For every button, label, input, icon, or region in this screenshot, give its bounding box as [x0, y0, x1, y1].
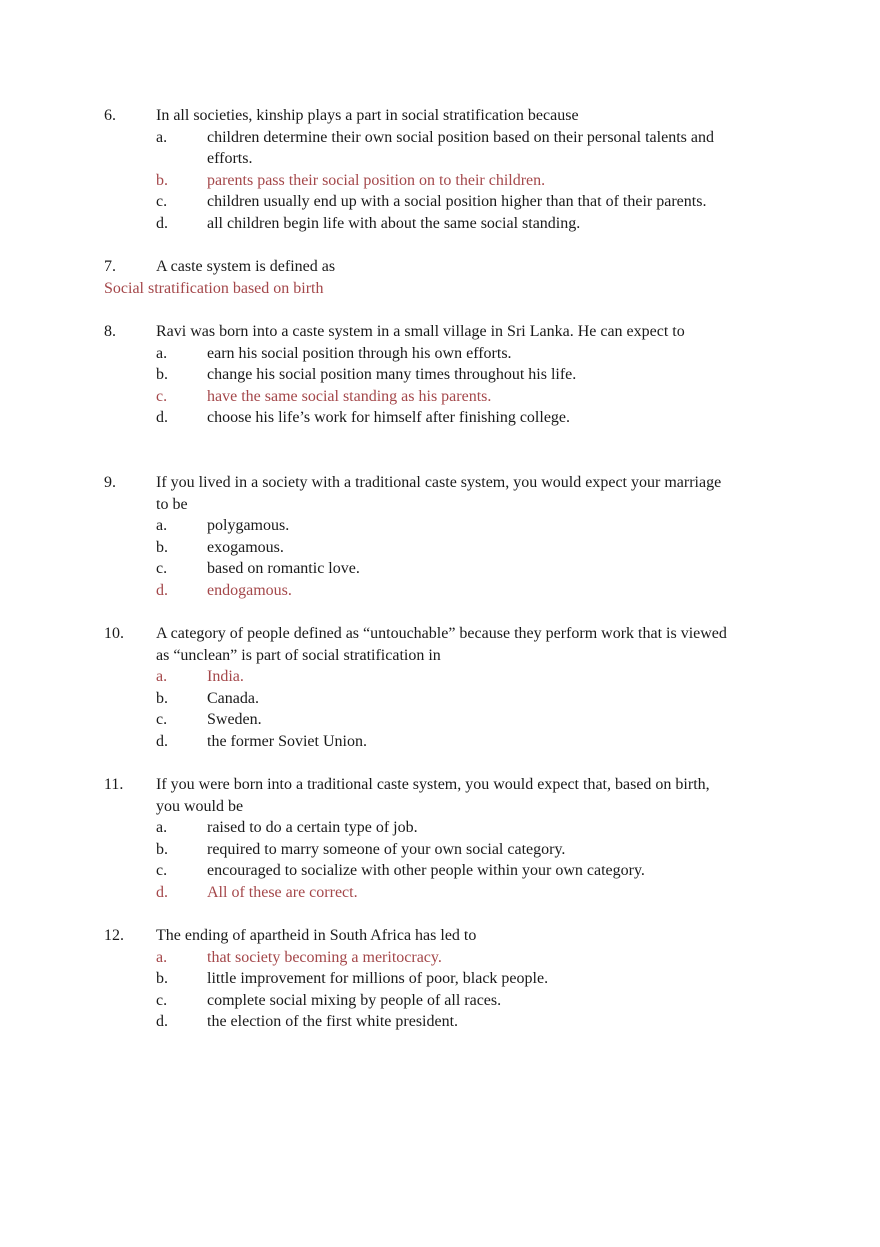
option-text: children usually end up with a social position higher than that of their parents.: [207, 193, 707, 211]
option-text: the former Soviet Union.: [207, 732, 367, 750]
option-letter: d.: [156, 581, 168, 599]
question-8: [0, 321, 880, 429]
option-letter: c.: [156, 193, 168, 211]
option-b: [0, 688, 880, 710]
option-letter: c.: [156, 991, 168, 1009]
question-7: [0, 256, 880, 299]
option-d: [0, 731, 880, 753]
option-text: India.: [207, 668, 244, 686]
option-letter: a.: [156, 344, 168, 362]
question-stem: If you were born into a traditional caste system, you would expect that, based on birth,: [156, 776, 710, 793]
option-b: [0, 537, 880, 559]
option-a-answer: [0, 947, 880, 969]
question-9: [0, 472, 880, 602]
question-stem: The ending of apartheid in South Africa has led to: [156, 927, 477, 944]
question-stem-continued: to be: [156, 495, 188, 513]
question-stem-continued: you would be: [156, 797, 244, 815]
option-c: [0, 709, 880, 731]
option-text-continued: efforts.: [207, 150, 253, 168]
question-number: 8.: [104, 323, 116, 340]
question-number: 10.: [104, 625, 124, 642]
question-number: 6.: [104, 107, 116, 124]
option-c: [0, 990, 880, 1012]
option-letter: b.: [156, 840, 168, 858]
question-stem: If you lived in a society with a traditional caste system, you would expect your marriage: [156, 474, 722, 491]
option-text: complete social mixing by people of all races.: [207, 991, 502, 1009]
question-11: [0, 774, 880, 904]
option-c: [0, 558, 880, 580]
option-d: [0, 1011, 880, 1033]
option-letter: a.: [156, 948, 168, 966]
option-a: [0, 343, 880, 365]
option-letter: b.: [156, 689, 168, 707]
option-text: exogamous.: [207, 538, 284, 556]
question-stem: A category of people defined as “untouchable” because they perform work that is viewed: [156, 625, 727, 642]
option-text: All of these are correct.: [207, 883, 358, 901]
option-d-answer: [0, 882, 880, 904]
option-text: polygamous.: [207, 517, 290, 535]
option-text: earn his social position through his own efforts.: [207, 344, 512, 362]
option-text: change his social position many times throughout his life.: [207, 366, 577, 384]
option-b: [0, 968, 880, 990]
option-c-answer: [0, 386, 880, 408]
option-letter: b.: [156, 366, 168, 384]
question-number: 9.: [104, 474, 116, 491]
option-letter: a.: [156, 668, 168, 686]
option-letter: d.: [156, 214, 168, 232]
option-text: all children begin life with about the same social standing.: [207, 214, 581, 232]
option-text: required to marry someone of your own social category.: [207, 840, 566, 858]
option-text: the election of the first white president.: [207, 1013, 459, 1031]
question-12: [0, 925, 880, 1033]
option-text: choose his life’s work for himself after finishing college.: [207, 409, 571, 427]
option-text: raised to do a certain type of job.: [207, 819, 418, 837]
question-6: [0, 105, 880, 235]
option-text: Canada.: [207, 689, 259, 707]
option-text: endogamous.: [207, 581, 292, 599]
option-text: parents pass their social position on to their children.: [207, 171, 546, 189]
option-a-answer: [0, 666, 880, 688]
option-letter: d.: [156, 883, 168, 901]
option-text: Sweden.: [207, 711, 262, 729]
option-letter: c.: [156, 560, 168, 578]
option-letter: c.: [156, 862, 168, 880]
option-d: [0, 213, 880, 235]
option-letter: a.: [156, 819, 168, 837]
question-stem-continued: as “unclean” is part of social stratification in: [156, 646, 441, 664]
option-text: have the same social standing as his parents.: [207, 387, 492, 405]
option-d-answer: [0, 580, 880, 602]
option-letter: b.: [156, 538, 168, 556]
question-10: [0, 623, 880, 753]
option-letter: d.: [156, 409, 168, 427]
question-number: 7.: [104, 258, 116, 275]
option-b: [0, 839, 880, 861]
option-a: [0, 127, 880, 149]
written-answer: Social stratification based on birth: [104, 279, 324, 297]
option-d: [0, 407, 880, 429]
question-stem: Ravi was born into a caste system in a small village in Sri Lanka. He can expect to: [156, 323, 685, 340]
option-letter: b.: [156, 970, 168, 988]
option-letter: d.: [156, 1013, 168, 1031]
option-letter: b.: [156, 171, 168, 189]
option-letter: c.: [156, 711, 168, 729]
option-letter: c.: [156, 387, 168, 405]
option-b-answer: [0, 170, 880, 192]
option-c: [0, 860, 880, 882]
question-number: 11.: [104, 776, 124, 793]
question-number: 12.: [104, 927, 124, 944]
option-a: [0, 515, 880, 537]
option-text: little improvement for millions of poor, black people.: [207, 970, 549, 988]
option-a: [0, 817, 880, 839]
option-letter: d.: [156, 732, 168, 750]
option-c: [0, 191, 880, 213]
option-text: encouraged to socialize with other people within your own category.: [207, 862, 645, 880]
question-stem: A caste system is defined as: [156, 258, 336, 275]
option-b: [0, 364, 880, 386]
option-letter: a.: [156, 128, 168, 146]
question-stem: In all societies, kinship plays a part in social stratification because: [156, 107, 579, 124]
option-text: children determine their own social position based on their personal talents and: [207, 128, 714, 146]
option-letter: a.: [156, 517, 168, 535]
option-text: based on romantic love.: [207, 560, 360, 578]
option-text: that society becoming a meritocracy.: [207, 948, 442, 966]
